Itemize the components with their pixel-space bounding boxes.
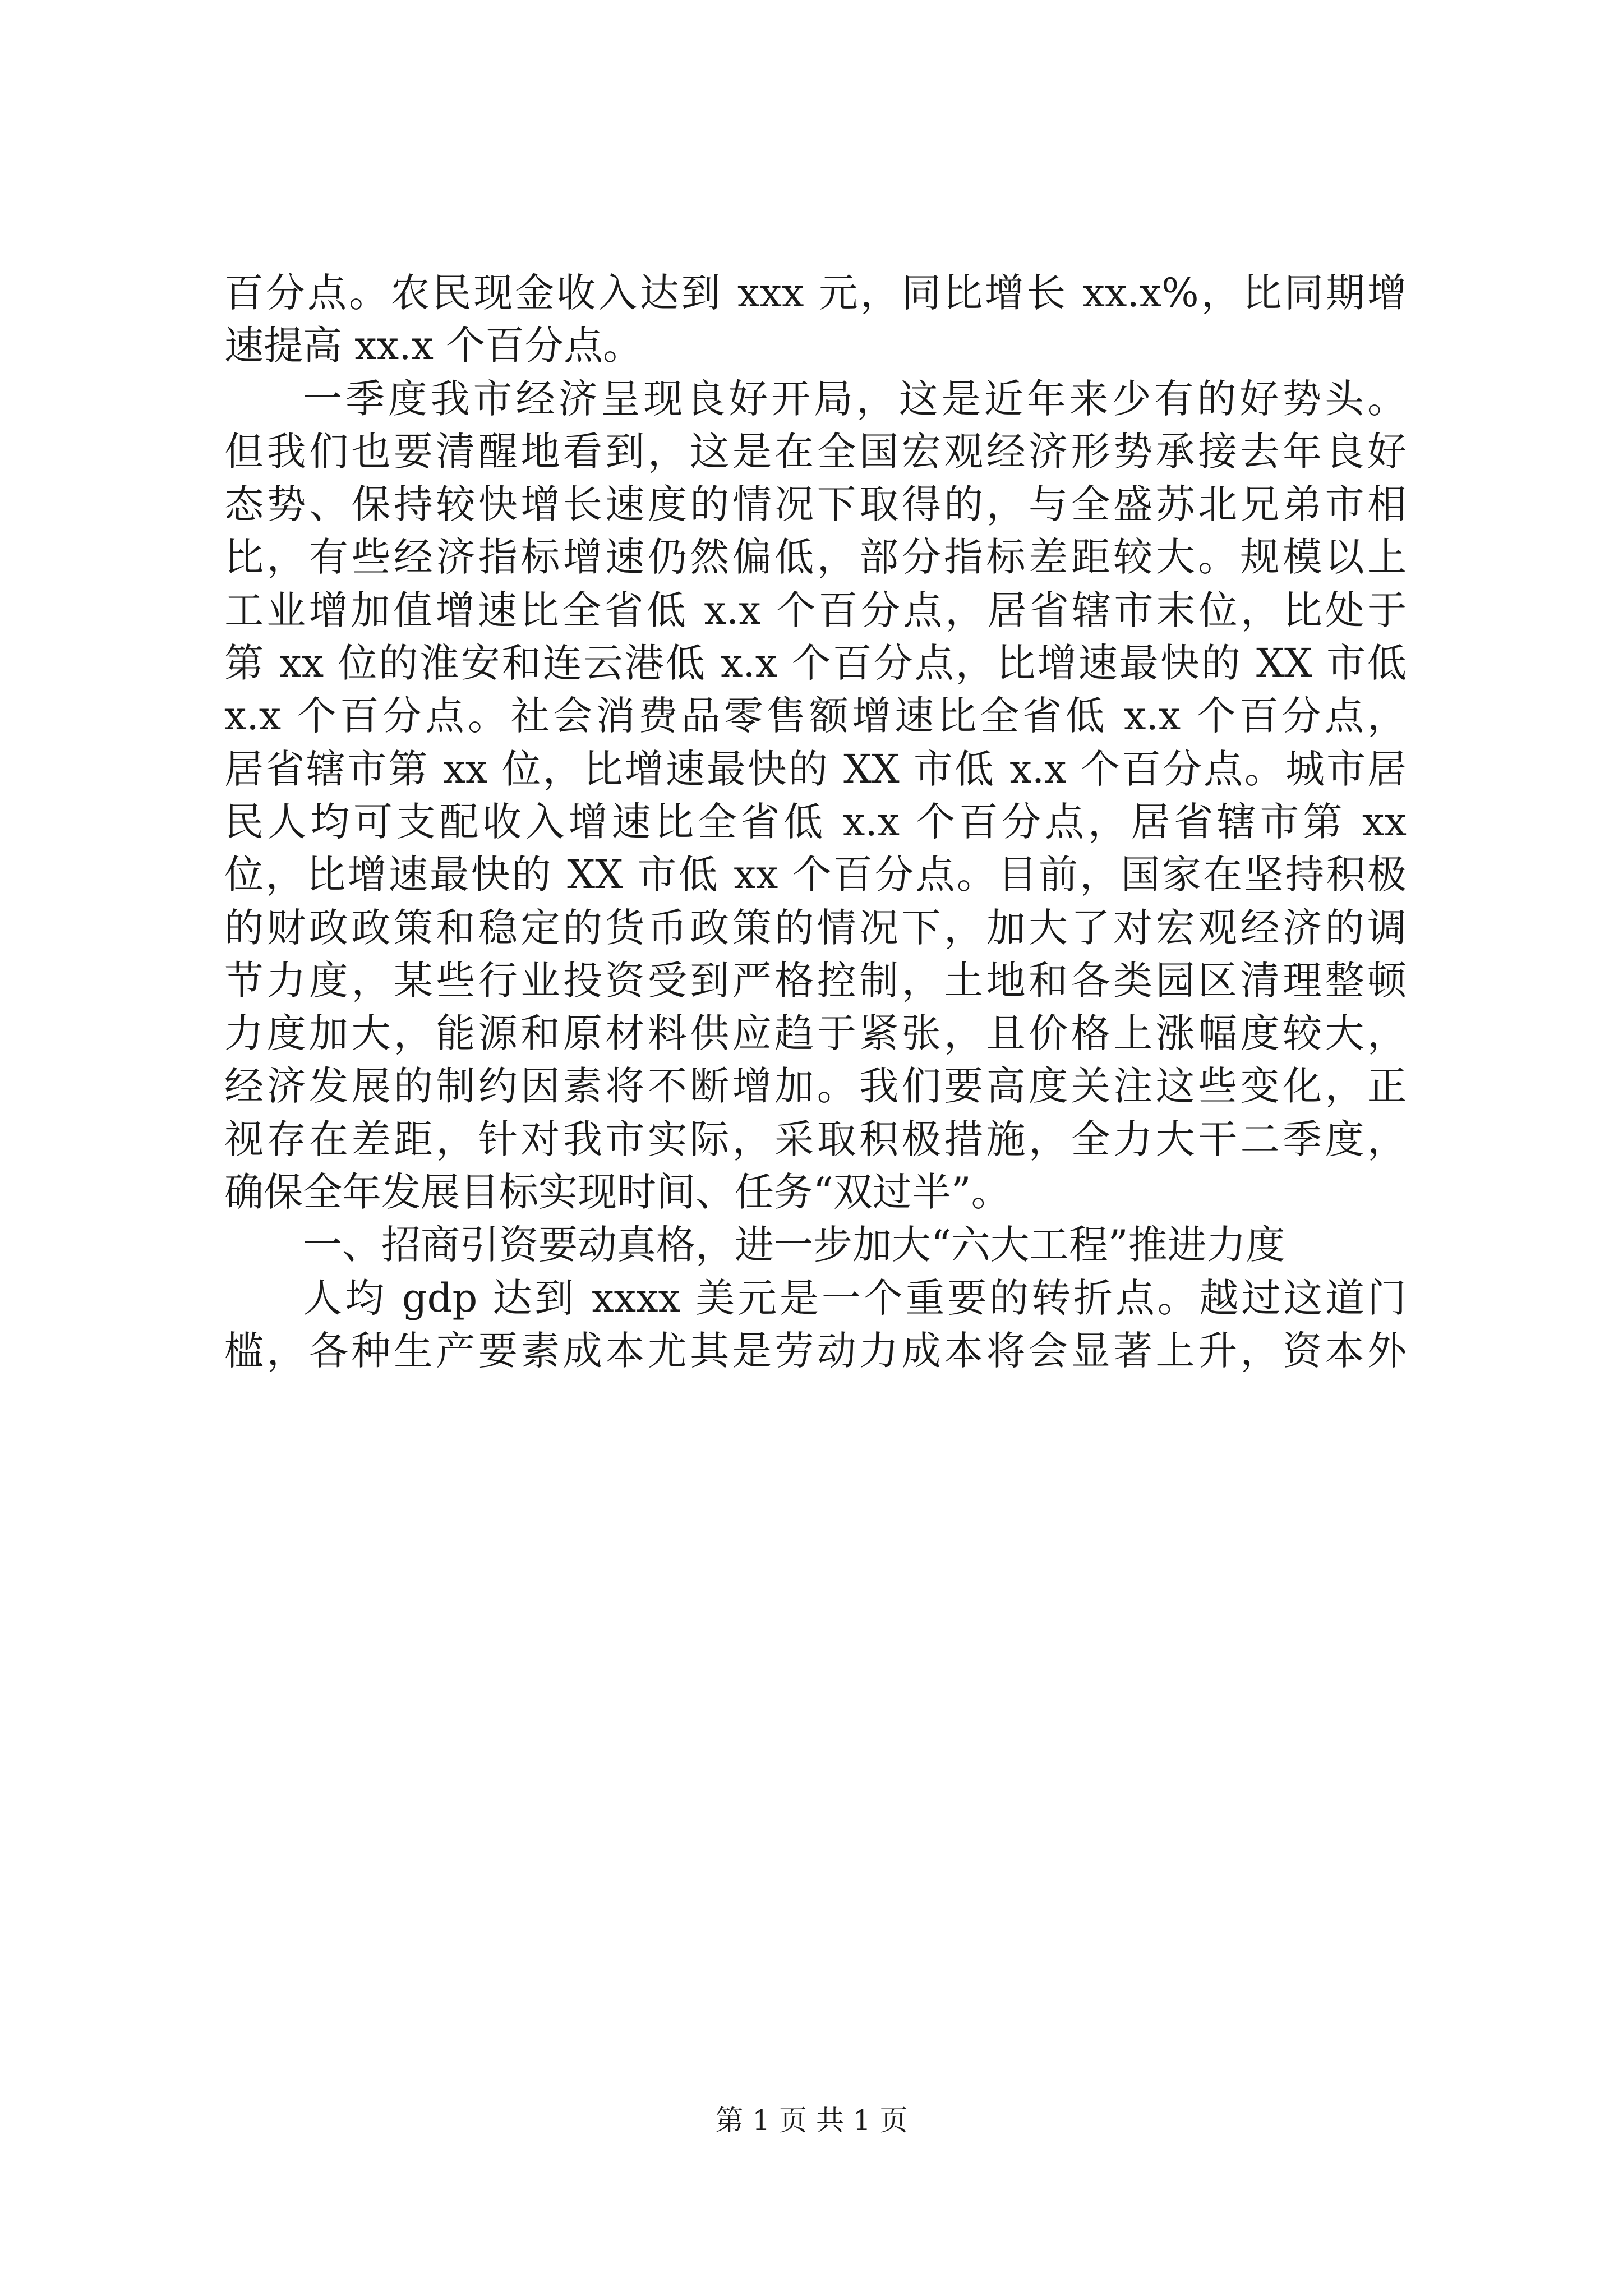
text-line: 一季度我市经济呈现良好开局，这是近年来少有的好势头。 (303, 375, 1407, 422)
text-line: 态势、保持较快增长速度的情况下取得的，与全盛苏北兄弟市相 (224, 481, 1407, 528)
text-line: 民人均可支配收入增速比全省低 x.x 个百分点，居省辖市第 xx (224, 798, 1407, 845)
text-line: 居省辖市第 xx 位，比增速最快的 XX 市低 x.x 个百分点。城市居 (224, 746, 1407, 792)
text-line: 确保全年发展目标实现时间、任务“双过半”。 (224, 1169, 1011, 1216)
section-heading: 一、招商引资要动真格，进一步加大“六大工程”推进力度 (303, 1222, 1285, 1268)
text-line: 工业增加值增速比全省低 x.x 个百分点，居省辖市末位，比处于 (224, 587, 1407, 633)
text-line: 视存在差距，针对我市实际，采取积极措施，全力大干二季度， (224, 1116, 1407, 1162)
text-line: 百分点。农民现金收入达到 xxx 元，同比增长 xx.x%，比同期增 (224, 270, 1407, 316)
page-footer: 第 1 页 共 1 页 (715, 2104, 908, 2137)
text-line: 第 xx 位的淮安和连云港低 x.x 个百分点，比增速最快的 XX 市低 (224, 640, 1407, 687)
text-line: 比，有些经济指标增速仍然偏低，部分指标差距较大。规模以上 (224, 534, 1407, 581)
text-line: 力度加大，能源和原材料供应趋于紧张，且价格上涨幅度较大， (224, 1010, 1407, 1057)
text-line: 位，比增速最快的 XX 市低 xx 个百分点。目前，国家在坚持积极 (224, 852, 1407, 898)
text-line: 但我们也要清醒地看到，这是在全国宏观经济形势承接去年良好 (224, 428, 1407, 475)
text-line: 节力度，某些行业投资受到严格控制，土地和各类园区清理整顿 (224, 957, 1407, 1004)
text-line: 槛，各种生产要素成本尤其是劳动力成本将会显著上升，资本外 (224, 1327, 1407, 1374)
text-line: 人均 gdp 达到 xxxx 美元是一个重要的转折点。越过这道门 (303, 1274, 1407, 1321)
text-line: 经济发展的制约因素将不断增加。我们要高度关注这些变化，正 (224, 1063, 1407, 1110)
text-line: x.x 个百分点。社会消费品零售额增速比全省低 x.x 个百分点， (224, 693, 1407, 739)
text-line: 速提高 xx.x 个百分点。 (224, 323, 643, 369)
document-body (224, 266, 1407, 1377)
text-line: 的财政政策和稳定的货币政策的情况下，加大了对宏观经济的调 (224, 904, 1407, 951)
